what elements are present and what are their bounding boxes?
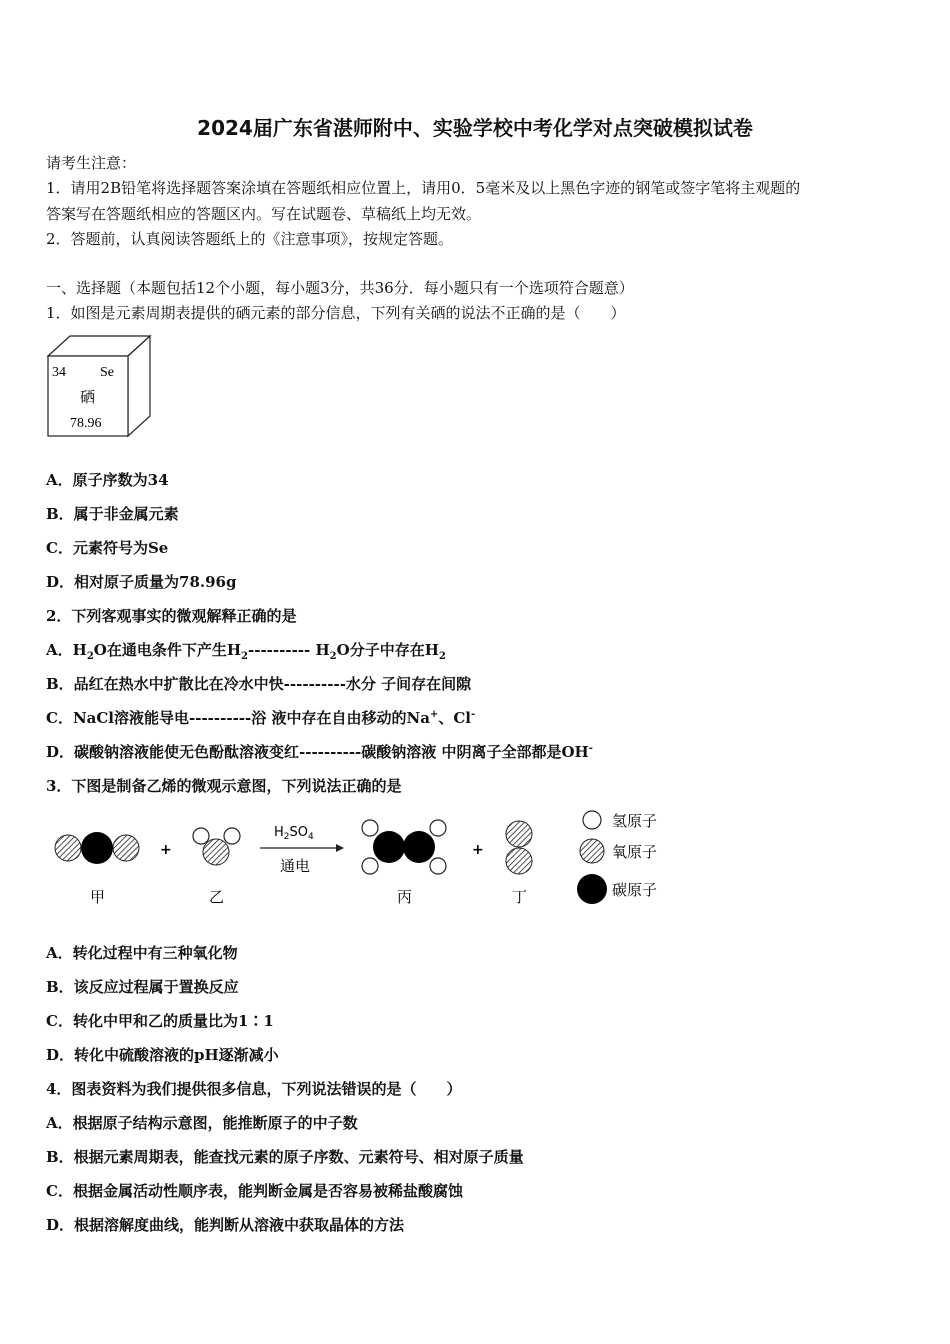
molecule-yi (193, 828, 240, 865)
page-title: 2024届广东省湛师附中、实验学校中考化学对点突破模拟试卷 (197, 116, 753, 140)
element-number: 34 (52, 365, 66, 380)
q1-option-d: D．相对原子质量为78.96g (46, 573, 237, 591)
q1-option-c: C．元素符号为Se (46, 539, 169, 557)
element-symbol: Se (100, 365, 114, 380)
legend-hydrogen: 氢原子 (612, 812, 658, 830)
q2-option-d: D．碳酸钠溶液能使无色酚酞溶液变红----------碳酸钠溶液 中阴离子全部都是OH- (46, 743, 593, 761)
molecule-bing (362, 820, 446, 874)
q3-option-d: D．转化中硫酸溶液的pH逐渐减小 (46, 1046, 279, 1064)
q2-option-a: A．$H_2O$在通电条件下产生$H_2----------$ $H_2O$分子中存在$H_2$ (46, 641, 446, 662)
q1-option-a: A．原子序数为34 (46, 471, 169, 489)
molecule-ding (506, 821, 532, 874)
label-yi: 乙 (209, 888, 225, 906)
legend-oxygen: 氧原子 (612, 843, 658, 861)
element-card (44, 332, 156, 440)
q4-option-d: D．根据溶解度曲线，能判断从溶液中获取晶体的方法 (46, 1216, 405, 1234)
label-ding: 丁 (512, 888, 528, 906)
molecule-jia (55, 832, 139, 864)
q4-option-a: A．根据原子结构示意图，能推断原子的中子数 (46, 1114, 358, 1132)
catalyst-label: $H_2SO_4$ (274, 825, 314, 842)
q1-stem: 1．如图是元素周期表提供的硒元素的部分信息，下列有关硒的说法不正确的是（ ） (46, 304, 626, 322)
plus-2: + (472, 842, 484, 858)
q3-option-b: B．该反应过程属于置换反应 (46, 978, 239, 996)
legend (577, 811, 657, 904)
element-name: 硒 (80, 388, 96, 406)
notice-line-2: 2．答题前，认真阅读答题纸上的《注意事项》，按规定答题。 (46, 230, 454, 248)
q3-stem: 3．下图是制备乙烯的微观示意图，下列说法正确的是 (46, 777, 402, 795)
q2-stem: 2．下列客观事实的微观解释正确的是 (46, 607, 297, 625)
q2-option-c: C．NaCl溶液能导电----------浴 液中存在自由移动的Na+、Cl- (46, 709, 476, 727)
q2-option-b: B．品红在热水中扩散比在冷水中快----------水分 子间存在间隙 (46, 675, 472, 693)
section-heading: 一、选择题（本题包括12个小题，每小题3分，共36分．每小题只有一个选项符合题意） (46, 279, 634, 297)
q3-option-a: A．转化过程中有三种氧化物 (46, 944, 238, 962)
q4-option-b: B．根据元素周期表，能查找元素的原子序数、元素符号、相对原子质量 (46, 1148, 524, 1166)
plus-1: + (160, 842, 172, 858)
element-mass: 78.96 (70, 416, 102, 431)
legend-carbon: 碳原子 (612, 881, 658, 899)
reaction-diagram (46, 808, 686, 916)
q3-option-c: C．转化中甲和乙的质量比为1∶1 (46, 1012, 274, 1030)
q4-stem: 4．图表资料为我们提供很多信息，下列说法错误的是（ ） (46, 1080, 462, 1098)
notice-line-1b: 答案写在答题纸相应的答题区内。写在试题卷、草稿纸上均无效。 (46, 205, 482, 223)
condition-label: 通电 (280, 857, 311, 875)
label-bing: 丙 (397, 888, 413, 906)
notice-line-1a: 1．请用2B铅笔将选择题答案涂填在答题纸相应位置上，请用0．5毫米及以上黑色字迹的钢笔或签字笔将主观题的 (46, 179, 801, 197)
label-jia: 甲 (90, 888, 106, 906)
q1-option-b: B．属于非金属元素 (46, 505, 179, 523)
q4-option-c: C．根据金属活动性顺序表，能判断金属是否容易被稀盐酸腐蚀 (46, 1182, 463, 1200)
notice-heading: 请考生注意： (46, 154, 137, 172)
